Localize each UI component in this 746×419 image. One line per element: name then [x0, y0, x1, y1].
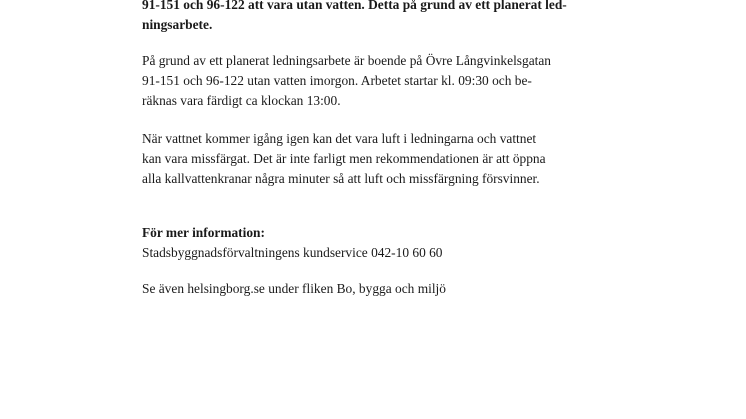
body-line: På grund av ett planerat ledningsarbete är boende på Övre Långvinkelsgatan: [142, 53, 552, 68]
body-paragraph-2: [142, 129, 612, 189]
body-line: 91-151 och 96-122 utan vatten imorgon. Arbetet startar kl. 09:30 och be-: [142, 73, 532, 88]
body-paragraph-1: [142, 51, 612, 111]
document-body: [142, 0, 612, 299]
intro-paragraph: [142, 0, 612, 35]
body-line: kan vara missfärgat. Det är inte farligt men rekommendationen är att öppna: [142, 151, 546, 166]
see-also-line: Se även helsingborg.se under fliken Bo, bygga och miljö: [142, 281, 446, 296]
see-also-paragraph: [142, 279, 612, 299]
contact-line: Stadsbyggnadsförvaltningens kundservice 042-10 60 60: [142, 245, 443, 260]
contact-heading: För mer information:: [142, 225, 265, 240]
body-line: räknas vara färdigt ca klockan 13:00.: [142, 93, 341, 108]
intro-line: ningsarbete.: [142, 17, 213, 32]
contact-section: [142, 223, 612, 263]
body-line: alla kallvattenkranar några minuter så att luft och missfärgning försvinner.: [142, 171, 540, 186]
body-line: När vattnet kommer igång igen kan det vara luft i ledningarna och vattnet: [142, 131, 537, 146]
intro-line: 91-151 och 96-122 att vara utan vatten. Detta på grund av ett planerat led-: [142, 0, 567, 12]
